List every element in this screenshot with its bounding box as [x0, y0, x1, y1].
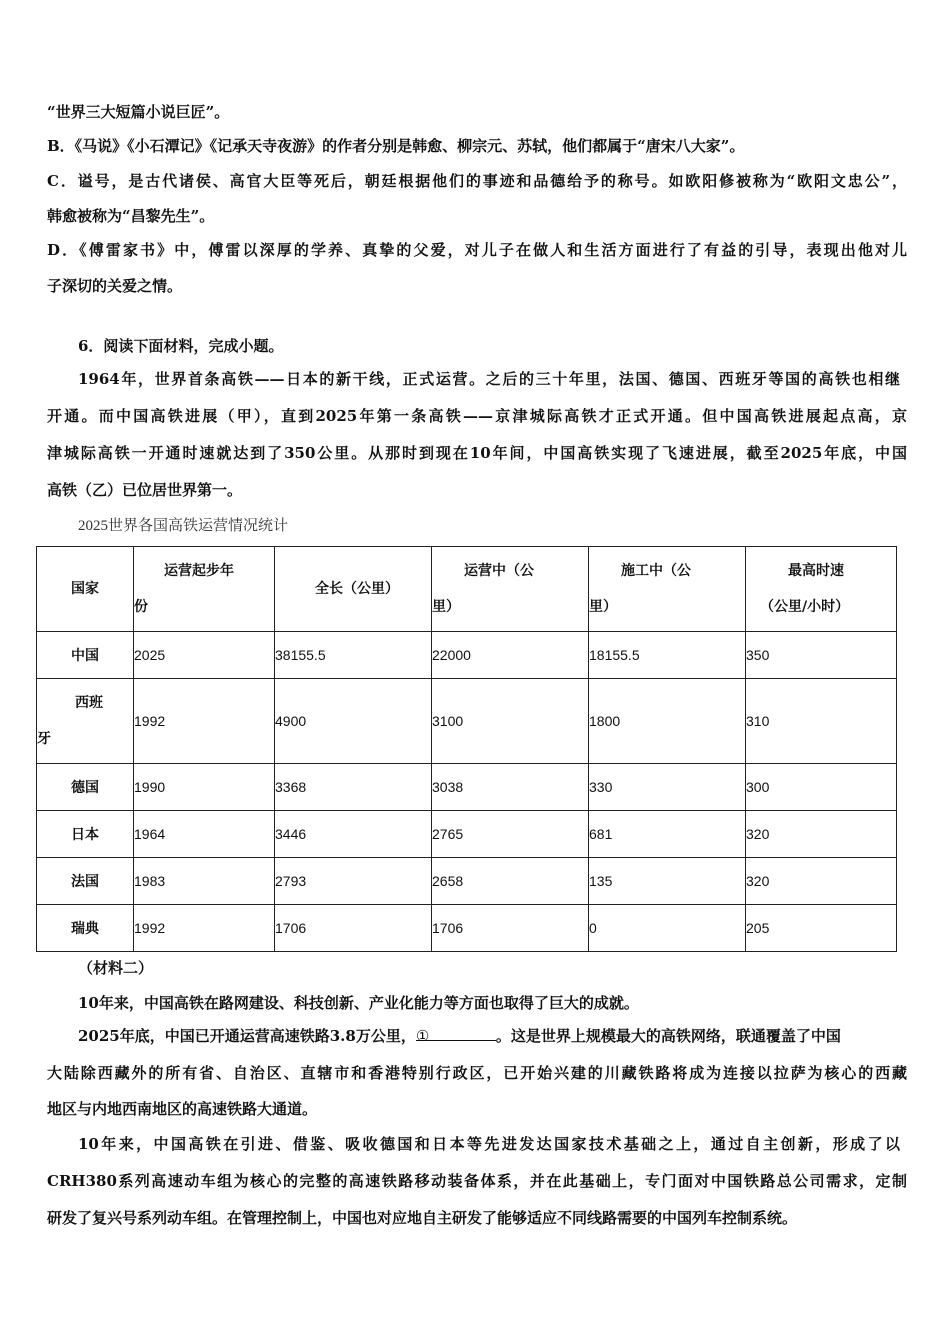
material2-p1: 10年来，中国高铁在路网建设、科技创新、产业化能力等方面也取得了巨大的成就。	[78, 994, 639, 1012]
option-c-line2: 韩愈被称为“昌黎先生”。	[47, 207, 215, 225]
cell-max-speed: 350	[746, 632, 897, 679]
para1-line4: 高铁（乙）已位居世界第一。	[47, 481, 243, 499]
header-construction: 施工中（公 里）	[589, 547, 746, 632]
header-length: 全长（公里）	[275, 547, 432, 632]
cell-operating: 3038	[432, 764, 589, 811]
table-row	[37, 811, 897, 858]
cell-construction: 1800	[589, 679, 746, 764]
cell-max-speed: 310	[746, 679, 897, 764]
hsr-stats-table	[36, 546, 897, 952]
cell-length: 4900	[275, 679, 432, 764]
header-operating: 运营中（公 里）	[432, 547, 589, 632]
cell-max-speed: 320	[746, 811, 897, 858]
option-b: B．《马说》《小石潭记》《记承天寺夜游》的作者分别是韩愈、柳宗元、苏轼，他们都属于“唐宋八大家”。	[47, 137, 745, 155]
cell-length: 3446	[275, 811, 432, 858]
cell-construction: 681	[589, 811, 746, 858]
question-title: 6．阅读下面材料，完成小题。	[78, 337, 284, 355]
cell-length: 2793	[275, 858, 432, 905]
cell-start-year: 1964	[134, 811, 275, 858]
cell-country: 中国	[37, 632, 134, 679]
cell-country: 法国	[37, 858, 134, 905]
para1-line3: 津城际高铁一开通时速就达到了350公里。从那时到现在10年间，中国高铁实现了飞速进展，截至2025年底，中国	[47, 444, 907, 462]
answer-blank-1: ①	[416, 1026, 496, 1041]
para1-line1: 1964年，世界首条高铁——日本的新干线，正式运营。之后的三十年里，法国、德国、西班牙等国的高铁也相继	[78, 370, 900, 388]
cell-construction: 330	[589, 764, 746, 811]
cell-operating: 3100	[432, 679, 589, 764]
cell-start-year: 1992	[134, 905, 275, 952]
table-row	[37, 679, 897, 764]
cell-start-year: 1990	[134, 764, 275, 811]
material2-p2-line2: 大陆除西藏外的所有省、自治区、直辖市和香港特别行政区，已开始兴建的川藏铁路将成为连接以拉萨为核心的西藏	[47, 1064, 907, 1082]
material2-p3-line1: 10年来，中国高铁在引进、借鉴、吸收德国和日本等先进发达国家技术基础之上，通过自主创新，形成了以	[78, 1135, 900, 1153]
cell-operating: 1706	[432, 905, 589, 952]
material2-p3-line2: CRH380系列高速动车组为核心的完整的高速铁路移动装备体系，并在此基础上，专门面对中国铁路总公司需求，定制	[47, 1172, 907, 1190]
table-row	[37, 905, 897, 952]
table-header-row	[37, 547, 897, 632]
cell-country: 西班 牙	[37, 679, 134, 764]
option-a-tail: “世界三大短篇小说巨匠”。	[47, 103, 230, 121]
cell-country: 德国	[37, 764, 134, 811]
cell-start-year: 1983	[134, 858, 275, 905]
cell-max-speed: 320	[746, 858, 897, 905]
cell-start-year: 1992	[134, 679, 275, 764]
para1-line2: 开通。而中国高铁进展（甲），直到2025年第一条高铁——京津城际高铁才正式开通。但中国高铁进展起点高，京	[47, 407, 907, 425]
cell-length: 38155.5	[275, 632, 432, 679]
cell-construction: 18155.5	[589, 632, 746, 679]
cell-construction: 0	[589, 905, 746, 952]
header-max-speed: 最高时速 （公里/小时）	[746, 547, 897, 632]
cell-length: 1706	[275, 905, 432, 952]
material2-p2-line3: 地区与内地西南地区的高速铁路大通道。	[47, 1100, 318, 1118]
option-d-line1: D．《傅雷家书》中，傅雷以深厚的学养、真挚的父爱，对儿子在做人和生活方面进行了有益的引导，表现出他对儿	[47, 241, 907, 259]
table-row	[37, 858, 897, 905]
material2-p3-line3: 研发了复兴号系列动车组。在管理控制上，中国也对应地自主研发了能够适应不同线路需要的中国列车控制系统。	[47, 1209, 798, 1227]
cell-operating: 2765	[432, 811, 589, 858]
cell-country: 日本	[37, 811, 134, 858]
table-caption: 2025世界各国高铁运营情况统计	[78, 518, 289, 534]
table-row	[37, 764, 897, 811]
cell-start-year: 2025	[134, 632, 275, 679]
material2-label: （材料二）	[78, 959, 154, 977]
header-start-year: 运营起步年 份	[134, 547, 275, 632]
cell-operating: 2658	[432, 858, 589, 905]
cell-construction: 135	[589, 858, 746, 905]
header-country: 国家	[37, 547, 134, 632]
cell-length: 3368	[275, 764, 432, 811]
material2-p2-after: 。这是世界上规模最大的高铁网络，联通覆盖了中国	[495, 1027, 841, 1045]
table-row	[37, 632, 897, 679]
cell-max-speed: 300	[746, 764, 897, 811]
option-c-line1: C．谥号，是古代诸侯、高官大臣等死后，朝廷根据他们的事迹和品德给予的称号。如欧阳修被称为“欧阳文忠公”，	[47, 172, 907, 190]
material2-p2-line1	[78, 1026, 900, 1046]
cell-country: 瑞典	[37, 905, 134, 952]
cell-max-speed: 205	[746, 905, 897, 952]
material2-p2-before: 2025年底，中国已开通运营高速铁路3.8万公里，	[78, 1027, 416, 1045]
cell-operating: 22000	[432, 632, 589, 679]
option-d-line2: 子深切的关爱之情。	[47, 277, 183, 295]
